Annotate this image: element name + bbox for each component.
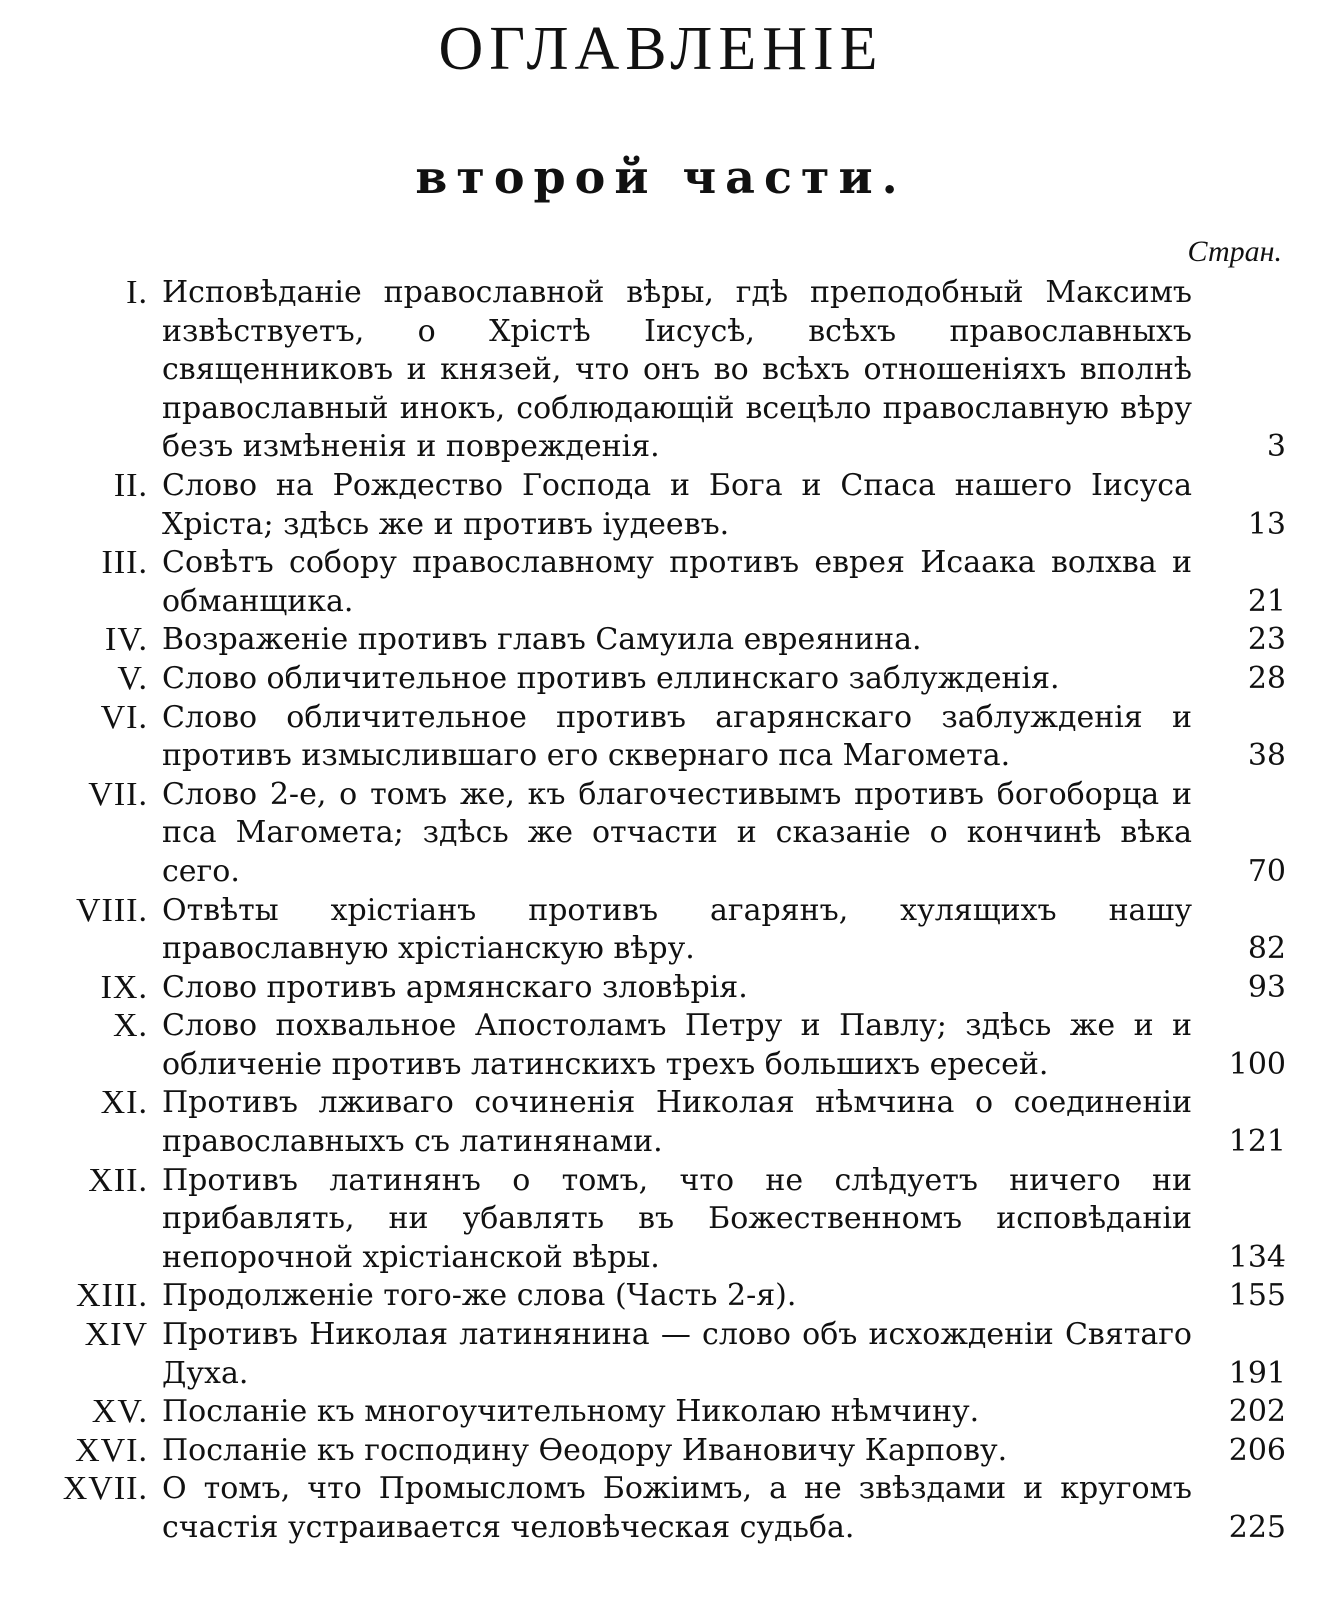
entry-page-number: 70 xyxy=(1247,853,1286,889)
toc-entry xyxy=(36,467,1286,544)
entry-number: XV. xyxy=(91,1393,148,1431)
toc-entry xyxy=(36,1007,1286,1084)
toc-entry xyxy=(36,1316,1286,1393)
entry-number: III. xyxy=(101,544,148,582)
toc-entry xyxy=(36,1432,1286,1471)
entry-title: Слово 2-е, о томъ же, къ благочестивымъ противъ богоборца и пса Магомета; здѣсь же отчасти и сказаніе о кончинѣ вѣка сего. xyxy=(162,776,1192,889)
entry-page-number: 3 xyxy=(1266,429,1286,465)
entry-page-number: 82 xyxy=(1247,931,1286,967)
entry-title: Посланіе къ господину Ѳеодору Ивановичу Карпову. xyxy=(162,1432,1008,1468)
entry-number: VIII. xyxy=(75,891,148,929)
entry-title: Возраженіе противъ главъ Самуила евреянина. xyxy=(162,622,922,658)
table-of-contents xyxy=(36,274,1286,1548)
toc-entry xyxy=(36,1393,1286,1432)
entry-title: Противъ Николая латинянина — слово объ исхожденіи Святаго Духа. xyxy=(162,1317,1192,1391)
entry-page-number: 191 xyxy=(1228,1355,1286,1391)
entry-page-number: 155 xyxy=(1228,1278,1286,1314)
entry-page-number: 93 xyxy=(1247,969,1286,1005)
entry-title: Совѣтъ собору православному противъ еврея Исаака волхва и обманщика. xyxy=(162,545,1192,619)
toc-entry xyxy=(36,892,1286,969)
toc-entry xyxy=(36,660,1286,699)
entry-title: Посланіе къ многоучительному Николаю нѣмчину. xyxy=(162,1394,980,1430)
toc-entry xyxy=(36,776,1286,892)
pages-column-header: Стран. xyxy=(1187,235,1282,268)
entry-number: XIV xyxy=(84,1316,148,1354)
entry-number: V. xyxy=(117,659,148,697)
entry-title: Слово противъ армянскаго зловѣрія. xyxy=(162,969,748,1005)
entry-title: Слово на Рождество Господа и Бога и Спаса нашего Іисуса Хріста; здѣсь же и противъ іудеевъ. xyxy=(162,467,1192,542)
entry-title: Противъ лживаго сочиненія Николая нѣмчина о соединеніи православныхъ съ латинянами. xyxy=(162,1085,1192,1160)
entry-page-number: 134 xyxy=(1228,1239,1286,1275)
toc-entry xyxy=(36,1084,1286,1161)
toc-entry xyxy=(36,274,1286,467)
entry-page-number: 121 xyxy=(1228,1124,1286,1160)
entry-title: Исповѣданіе православной вѣры, гдѣ преподобный Максимъ извѣствуетъ, о Хрістѣ Іисусѣ, всѣхъ православныхъ священниковъ и князей, что онъ во всѣхъ отношеніяхъ вполнѣ православный инокъ, соблюдающій всецѣло православную вѣру безъ измѣненія и поврежденія. xyxy=(162,275,1192,465)
toc-entry xyxy=(36,699,1286,776)
entry-title: Противъ латинянъ о томъ, что не слѣдуетъ ничего ни прибавлять, ни убавлять въ Божественномъ исповѣданіи непорочной хрістіанской вѣры. xyxy=(162,1162,1192,1275)
entry-number: XI. xyxy=(100,1084,148,1122)
entry-title: Слово обличительное противъ агарянскаго заблужденія и противъ измыслившаго его сквернаго пса Магомета. xyxy=(162,699,1192,774)
page-title: ОГЛАВЛЕНІЕ xyxy=(438,15,884,83)
entry-title: Отвѣты хрістіанъ противъ агарянъ, хулящихъ нашу православную хрістіанскую вѣру. xyxy=(162,892,1192,967)
toc-entry xyxy=(36,969,1286,1008)
entry-page-number: 100 xyxy=(1228,1046,1286,1082)
page-subtitle: второй части. xyxy=(415,150,907,204)
entry-page-number: 202 xyxy=(1228,1394,1286,1430)
entry-number: II. xyxy=(113,466,148,504)
entry-number: IV. xyxy=(105,621,148,659)
entry-title: Слово похвальное Апостоламъ Петру и Павлу; здѣсь же и и обличеніе противъ латинскихъ трехъ большихъ ересей. xyxy=(162,1008,1192,1082)
toc-entry xyxy=(36,1277,1286,1316)
toc-entry xyxy=(36,1162,1286,1278)
entry-page-number: 225 xyxy=(1228,1510,1286,1545)
toc-entry xyxy=(36,1470,1286,1547)
entry-page-number: 38 xyxy=(1247,738,1286,774)
entry-page-number: 206 xyxy=(1228,1432,1286,1468)
toc-entry xyxy=(36,621,1286,660)
entry-number: I. xyxy=(126,274,148,311)
entry-page-number: 13 xyxy=(1247,506,1286,542)
toc-entry xyxy=(36,544,1286,621)
entry-number: VII. xyxy=(88,775,148,813)
entry-title: Продолженіе того-же слова (Часть 2-я). xyxy=(162,1278,797,1314)
entry-number: XIII. xyxy=(75,1277,148,1315)
entry-page-number: 28 xyxy=(1247,660,1286,696)
entry-number: XVII. xyxy=(62,1470,148,1508)
entry-page-number: 23 xyxy=(1247,622,1286,658)
entry-title: Слово обличительное противъ еллинскаго заблужденія. xyxy=(162,660,1060,696)
entry-number: X. xyxy=(112,1007,148,1045)
entry-title: О томъ, что Промысломъ Божіимъ, а не звѣздами и кругомъ счастія устраивается человѣческая судьба. xyxy=(162,1471,1192,1545)
entry-number: XII. xyxy=(88,1161,148,1199)
entry-number: VI. xyxy=(100,698,148,736)
entry-number: XVI. xyxy=(75,1431,148,1469)
entry-number: IX. xyxy=(100,968,148,1006)
entry-page-number: 21 xyxy=(1247,583,1286,619)
